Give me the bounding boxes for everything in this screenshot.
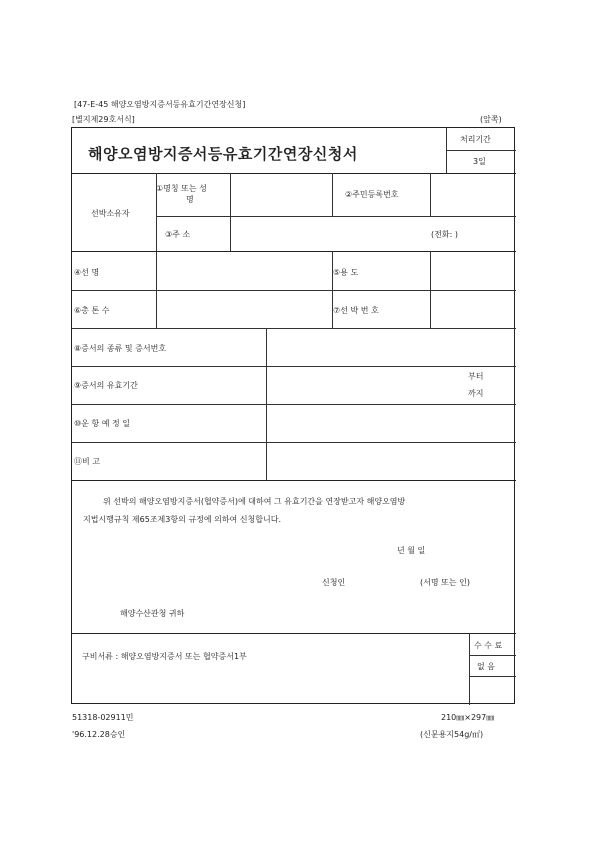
statement-line-1: 위 선박의 해양오염방지증서(협약증서)에 대하여 그 유효기간을 연장받고자 해양오염방 (103, 497, 406, 506)
validity-to: 까지 (468, 389, 484, 398)
addressee: 해양수산관청 귀하 (120, 609, 185, 618)
cert-type-field[interactable] (267, 329, 514, 365)
cert-validity-label: ⑨증서의 유효기간 (74, 381, 138, 390)
remarks-field[interactable] (267, 443, 514, 479)
registration-number-label: ②주민등록번호 (345, 190, 399, 199)
paper-size: 210㎜×297㎜ (441, 713, 495, 722)
voyage-date-label: ⑩운 항 예 정 일 (74, 419, 130, 428)
form-code-number: 51318-02911민 (72, 713, 134, 722)
applicant-label: 신청인 (322, 578, 346, 587)
owner-label: 선박소유자 (91, 209, 130, 218)
address-label: ③주 소 (165, 230, 191, 239)
ship-number-label: ⑦선 박 번 호 (333, 306, 379, 315)
owner-name-label: ①명칭 또는 성 (156, 184, 207, 193)
ship-name-label: ④선 명 (74, 268, 100, 277)
validity-from: 부터 (468, 372, 484, 381)
page-side: (앞쪽) (480, 115, 502, 124)
required-documents: 구비서류 : 해양오염방지증서 또는 협약증서1부 (82, 652, 247, 661)
form-code: [47-E-45 해양오염방지증서등유효기간연장신청] (74, 100, 246, 109)
gross-tonnage-field[interactable] (157, 290, 329, 326)
form-number: [별지제29호서식] (72, 115, 135, 124)
ship-name-field[interactable] (157, 252, 329, 288)
phone-label: (전화: ) (431, 230, 458, 239)
owner-name-label-2: 명 (186, 195, 194, 204)
paper-type: (신문용지54g/㎡) (420, 730, 484, 739)
ship-use-label: ⑤용 도 (333, 268, 359, 277)
fee-label: 수 수 료 (474, 641, 503, 650)
statement-line-2: 지법시행규칙 제65조제3항의 규정에 의하여 신청합니다. (83, 515, 281, 524)
cert-type-label: ⑧증서의 종류 및 증서번호 (74, 344, 167, 353)
remarks-label: ⑪비 고 (74, 457, 100, 466)
owner-name-field[interactable] (230, 173, 331, 214)
signature-label: (서명 또는 인) (420, 578, 470, 587)
fee-value: 없 음 (477, 662, 495, 671)
form-title: 해양오염방지증서등유효기간연장신청서 (88, 145, 358, 163)
processing-period-label: 처리기간 (460, 135, 491, 144)
gross-tonnage-label: ⑥총 톤 수 (74, 306, 110, 315)
ship-use-field[interactable] (431, 252, 514, 288)
voyage-date-field[interactable] (267, 405, 514, 441)
cert-validity-field[interactable] (267, 367, 457, 403)
date-line: 년 월 일 (397, 546, 426, 555)
processing-period-value: 3일 (473, 157, 486, 166)
address-field[interactable] (230, 216, 425, 249)
approval-date: '96.12.28승인 (72, 730, 126, 739)
ship-number-field[interactable] (431, 290, 514, 326)
registration-number-field[interactable] (430, 173, 514, 214)
